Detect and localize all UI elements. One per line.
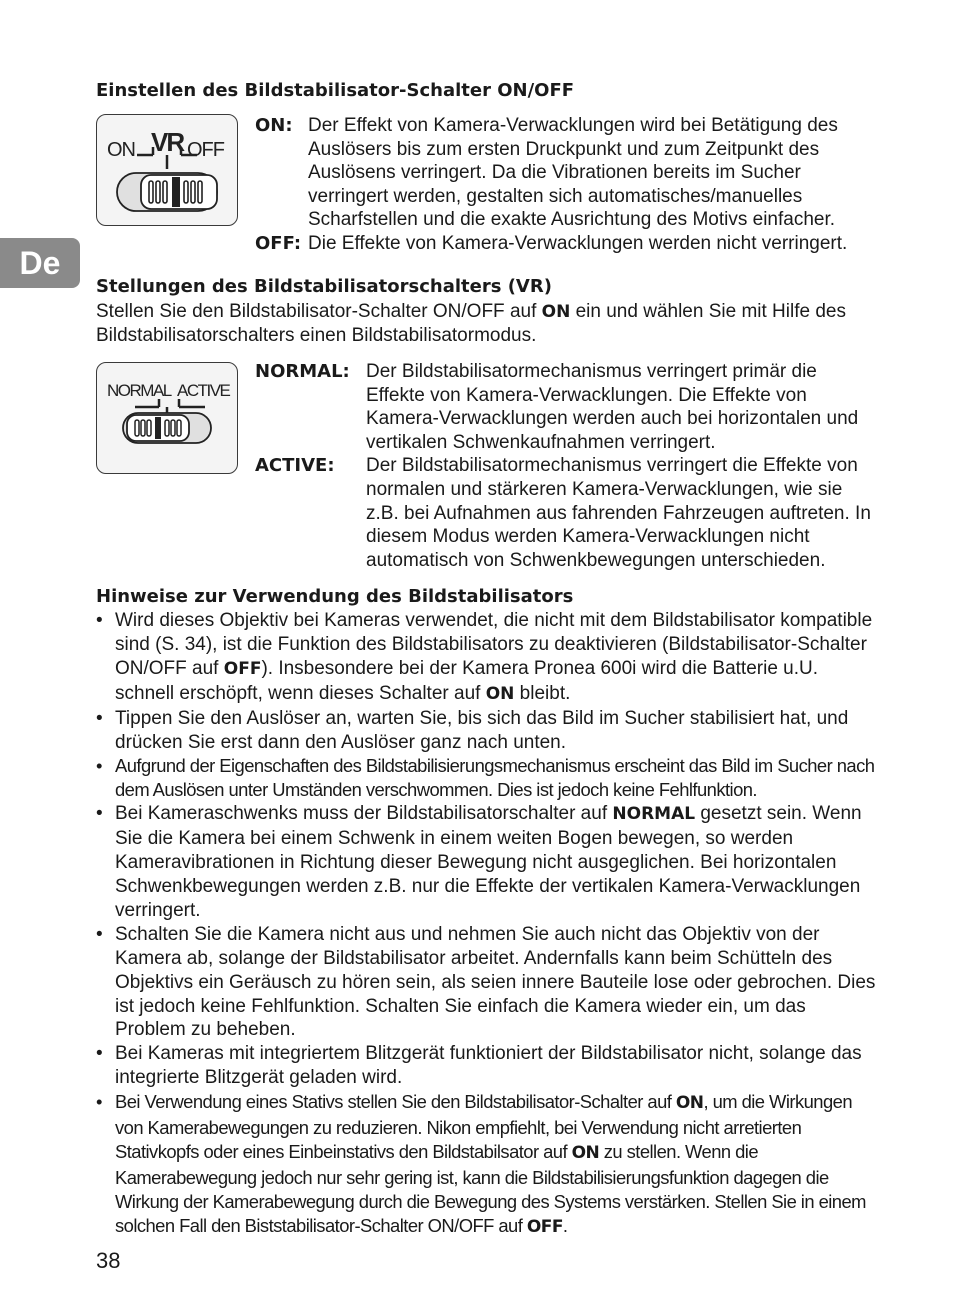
switch-label-normal: NORMAL xyxy=(107,381,171,400)
desc-off: Die Effekte von Kamera-Verwacklungen werden nicht verringert. xyxy=(308,232,848,254)
list-item: • Aufgrund der Eigenschaften des Bildstabilisierungsmechanismus erscheint das Bild im Sucher nach dem Auslösen unter Umständen verschwommen. Dies ist jedoch keine Fehlfunktion. xyxy=(96,755,875,801)
list-item: • Bei Verwendung eines Stativs stellen Sie den Bildstabilisator-Schalter auf ON, um die Wirkungen von Kamerabewegungen zu reduzieren. Nikon empfiehlt, bei Verwendung nicht arretierten Stativkopfs oder eines Einbeinstativs den Bildstabilsator auf ON zu stellen. Wenn die Kamerabewegung jedoch nur sehr gering ist, kann die Bildstabilisierungsfunktion dagegen die Wirkung der Kamerabewegung durch die Bewegung des Systems verstärken. Stellen Sie in einem solchen Fall den Biststabilisator-Schalter ON/OFF auf OFF. xyxy=(96,1091,866,1237)
term-active: ACTIVE: xyxy=(255,455,335,477)
bold-on: ON xyxy=(541,302,571,322)
switch-label-on: ON xyxy=(107,139,135,161)
definition-normal xyxy=(255,360,880,454)
definition-off xyxy=(255,232,875,256)
on-off-definitions xyxy=(255,114,875,256)
vr-mode-definitions xyxy=(255,360,880,572)
desc-on: Der Effekt von Kamera-Verwacklungen wird bei Betätigung des Auslösers bis zum ersten Druckpunkt und zum Zeitpunkt des Auslösens verringert. Da die Vibrationen bereits im Sucher verringert werden, gestalten sich automatisches/manuelles Scharfstellen und die exakte Ausrichtung des Motivs einfacher. xyxy=(308,115,838,231)
mode-slider-graphic xyxy=(97,363,239,475)
desc-active: Der Bildstabilisatormechanismus verringert die Effekte von normalen und stärkeren Kamera-Verwacklungen, wie sie z.B. bei Aufnahmen aus fahrenden Fahrzeugen auftreten. In diesem Modus werden Kamera-Verwacklungen nicht automatisch von Schwenkbewegungen unterschieden. xyxy=(366,455,871,571)
term-normal: NORMAL: xyxy=(255,361,350,382)
list-item: • Tippen Sie den Auslöser an, warten Sie, bis sich das Bild im Sucher stabilisiert hat, und drücken Sie erst dann den Auslöser ganz nach unten. xyxy=(96,707,849,753)
section-heading-on-off: Einstellen des Bildstabilisator-Schalter ON/OFF xyxy=(96,80,575,101)
switch-label-active: ACTIVE xyxy=(177,381,230,400)
switch-label-off: OFF xyxy=(187,139,224,161)
definition-active xyxy=(255,454,880,572)
switch-slider-graphic xyxy=(97,115,239,227)
list-item: • Bei Kameraschwenks muss der Bildstabilisatorschalter auf NORMAL gesetzt sein. Wenn Sie die Kamera bei einem Schwenk in einem weiten Bogen bewegen, so werden Kameravibrationen in Richtung dieser Bewegung nicht ausgeglichen. Bei horizontalen Schwenkbewegungen werden z.B. nur die Effekte der vertikalen Kamera-Verwacklungen verringert. xyxy=(96,803,862,921)
list-item: • Schalten Sie die Kamera nicht aus und nehmen Sie auch nicht das Objektiv von der Kamera ab, solange der Bildstabilisator arbeitet. Andernfalls kann beim Schütteln des Objektivs ein Geräusch zu hören sein, als seien innere Bauteile lose oder gebrochen. Dies ist jedoch keine Fehlfunktion. Schalten Sie einfach die Kamera wieder ein, um das Problem zu beheben. xyxy=(96,923,876,1041)
section-heading-notes: Hinweise zur Verwendung des Bildstabilisators xyxy=(96,586,574,607)
vr-modes-intro: Stellen Sie den Bildstabilisator-Schalter ON/OFF auf ON ein und wählen Sie mit Hilfe des Bildstabilisatorschalters einen Bildstabilisatormodus. xyxy=(96,301,846,346)
section-heading-vr-modes: Stellungen des Bildstabilisatorschalters (VR) xyxy=(96,276,552,297)
vr-mode-switch-illustration xyxy=(96,362,238,474)
definition-on xyxy=(255,114,875,232)
language-tab: De xyxy=(0,238,80,288)
vr-on-off-switch-illustration xyxy=(96,114,238,226)
switch-label-vr: VR xyxy=(151,127,184,157)
list-item: • Bei Kameras mit integriertem Blitzgerät funktioniert der Bildstabilisator nicht, solange das integrierte Blitzgerät geladen wird. xyxy=(96,1043,862,1089)
notes-list xyxy=(96,609,881,1240)
term-off: OFF: xyxy=(255,232,302,254)
term-on: ON: xyxy=(255,115,293,136)
page-number: 38 xyxy=(96,1248,121,1273)
list-item: • Wird dieses Objektiv bei Kameras verwendet, die nicht mit dem Bildstabilisator kompatible sind (S. 34), ist die Funktion des Bildstabilisators zu deaktivieren (Bildstabilisator-Schalter ON/OFF auf OFF). Insbesondere bei der Kamera Pronea 600i wird die Batterie u.U. schnell erschöpft, wenn dieses Schalter auf ON bleibt. xyxy=(96,610,873,704)
desc-normal: Der Bildstabilisatormechanismus verringert primär die Effekte von Kamera-Verwacklungen. Die Effekte von Kamera-Verwacklungen werden auch bei horizontalen und vertikalen Schwenkaufnahmen verringert. xyxy=(366,361,859,453)
